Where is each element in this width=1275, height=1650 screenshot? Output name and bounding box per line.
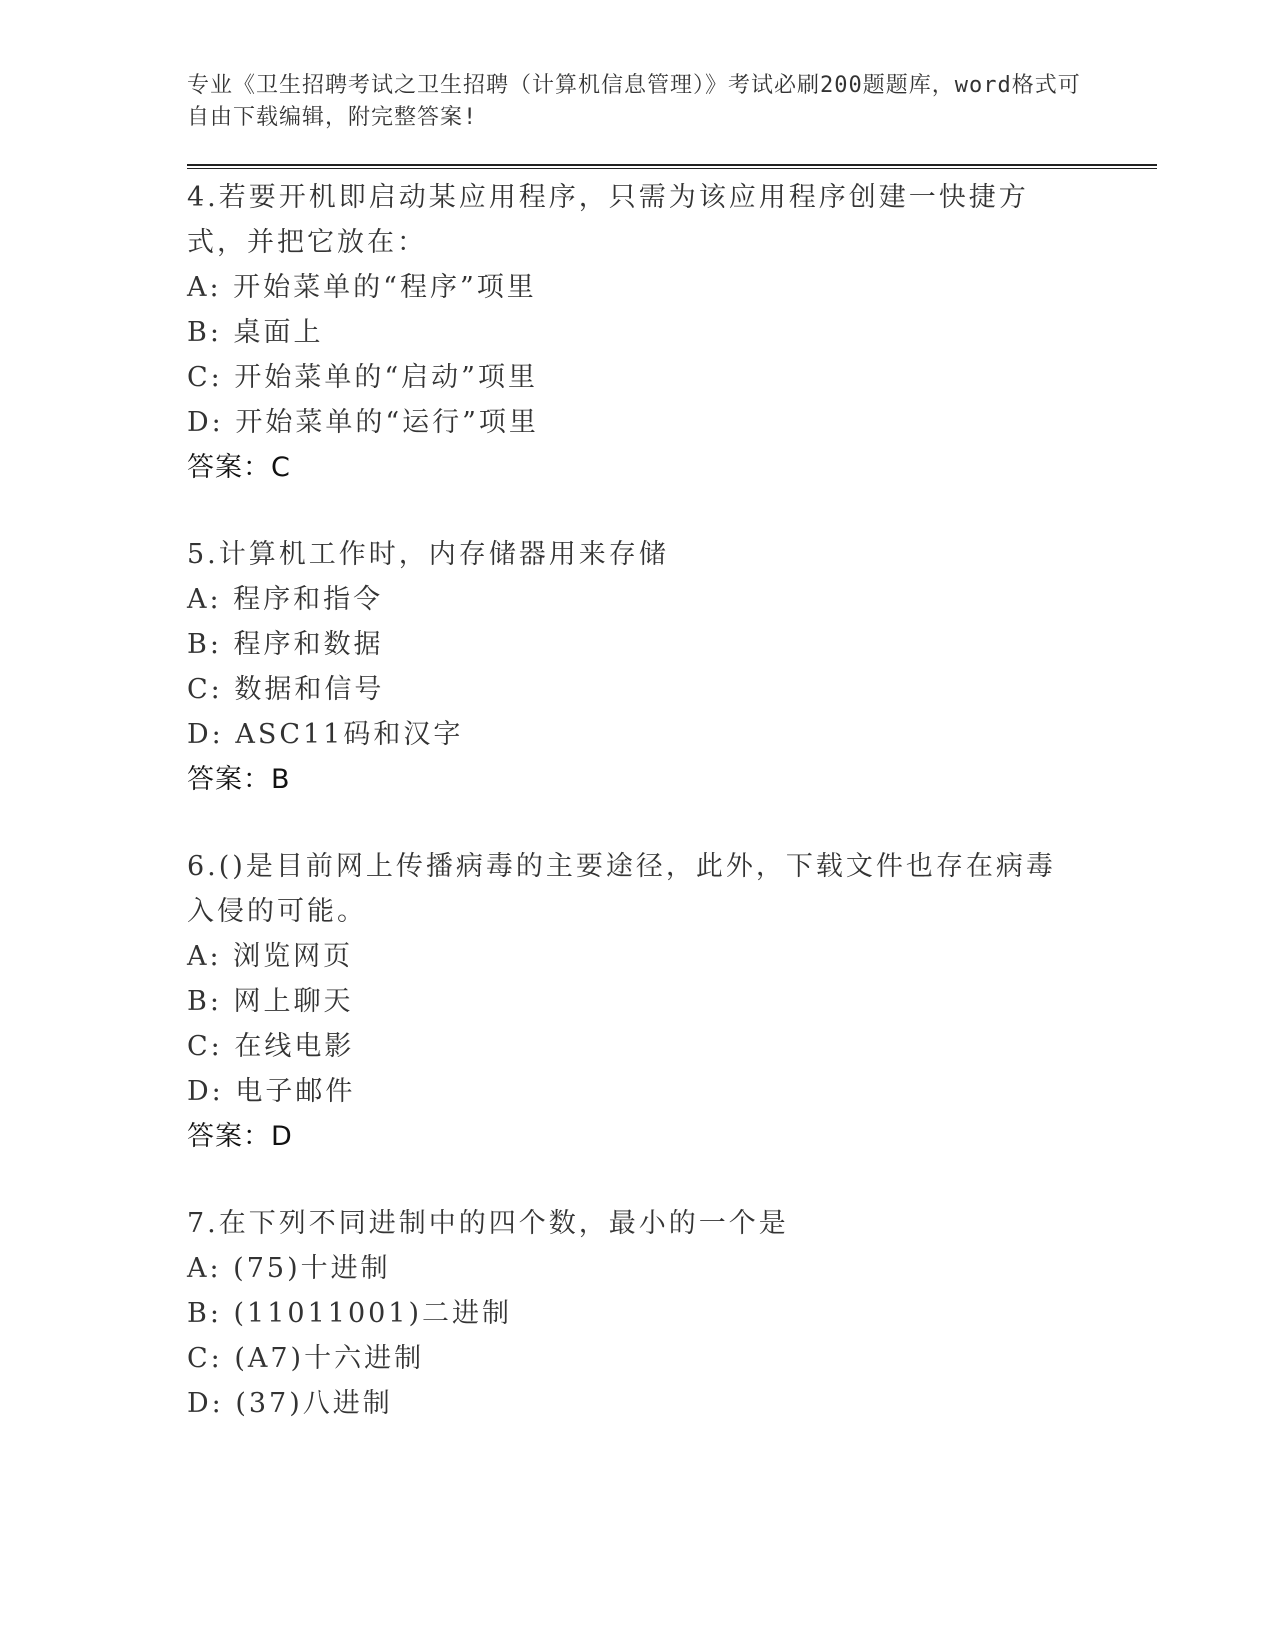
option-d: D: 开始菜单的“运行”项里 — [187, 407, 539, 438]
option-b: B: (11011001)二进制 — [187, 1298, 513, 1329]
document-header: 专业《卫生招聘考试之卫生招聘（计算机信息管理）》考试必刷200题题库，word格式可自由下载编辑，附完整答案! — [187, 73, 1081, 130]
option-c: C: 数据和信号 — [187, 674, 385, 705]
option-a: A: 浏览网页 — [187, 941, 354, 972]
answer-label: 答案：D — [187, 1121, 293, 1152]
option-c: C: 在线电影 — [187, 1031, 355, 1062]
document-page — [187, 70, 1157, 1426]
option-c: C: 开始菜单的“启动”项里 — [187, 362, 538, 393]
option-d: D: (37)八进制 — [187, 1388, 393, 1419]
option-a: A: (75)十进制 — [187, 1253, 391, 1284]
question-text: 4.若要开机即启动某应用程序，只需为该应用程序创建一快捷方式，并把它放在： — [187, 182, 1029, 258]
question-4 — [187, 175, 1157, 490]
option-b: B: 网上聊天 — [187, 986, 354, 1017]
option-d: D: ASC11码和汉字 — [187, 719, 464, 750]
question-text: 5.计算机工作时，内存储器用来存储 — [187, 539, 669, 570]
option-b: B: 程序和数据 — [187, 629, 384, 660]
question-7 — [187, 1201, 1157, 1426]
question-6 — [187, 844, 1157, 1159]
question-5 — [187, 532, 1157, 802]
option-d: D: 电子邮件 — [187, 1076, 356, 1107]
option-b: B: 桌面上 — [187, 317, 324, 348]
divider-thin-line — [187, 168, 1157, 169]
answer-label: 答案：B — [187, 764, 291, 795]
answer-label: 答案：C — [187, 452, 291, 483]
header-divider — [187, 164, 1157, 169]
question-text: 7.在下列不同进制中的四个数，最小的一个是 — [187, 1208, 789, 1239]
option-a: A: 程序和指令 — [187, 584, 384, 615]
question-text: 6.()是目前网上传播病毒的主要途径，此外，下载文件也存在病毒入侵的可能。 — [187, 851, 1056, 927]
option-c: C: (A7)十六进制 — [187, 1343, 425, 1374]
option-a: A: 开始菜单的“程序”项里 — [187, 272, 537, 303]
